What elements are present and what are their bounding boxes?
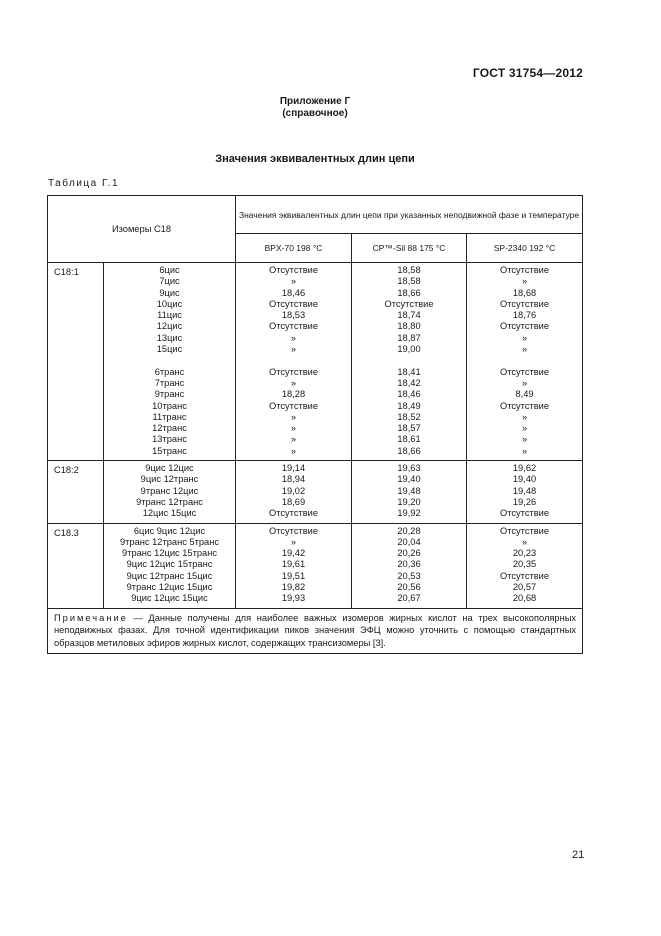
isomer-cell bbox=[104, 523, 236, 608]
value-cell bbox=[236, 263, 352, 461]
table-value: 20,68 bbox=[512, 593, 537, 604]
table-value: » bbox=[290, 434, 297, 445]
value-cell bbox=[467, 523, 583, 608]
isomer-name bbox=[104, 355, 235, 366]
table-value: 18,76 bbox=[512, 310, 537, 321]
isomer-name: 11транс bbox=[152, 411, 187, 422]
isomer-name: 9цис 12транс 15цис bbox=[126, 570, 213, 581]
table-value: 19,00 bbox=[397, 344, 421, 355]
table-value: 19,63 bbox=[397, 463, 421, 474]
table-value: 18,66 bbox=[397, 445, 421, 456]
column-header: SP-2340 192 °C bbox=[467, 234, 583, 263]
appendix-subtitle: (справочное) bbox=[282, 108, 348, 119]
table-value: Отсутствие bbox=[500, 508, 550, 519]
isomer-name: 6цис bbox=[159, 265, 180, 275]
table-value: 18,94 bbox=[281, 474, 306, 485]
table-value: » bbox=[521, 332, 528, 343]
table-value: 20,28 bbox=[397, 525, 421, 536]
isomer-name: 9транс 12цис 15цис bbox=[126, 582, 213, 593]
isomer-name: 12цис bbox=[156, 321, 183, 332]
table-value: 18,41 bbox=[397, 366, 421, 377]
table-value: 19,02 bbox=[281, 485, 306, 496]
table-value: » bbox=[290, 332, 297, 343]
table-value: 18,61 bbox=[397, 434, 421, 445]
chain-length-table bbox=[47, 195, 583, 654]
isomer-name: 9транс bbox=[154, 389, 185, 400]
table-value: 20,57 bbox=[512, 582, 537, 593]
data-table-container bbox=[47, 195, 582, 654]
group-name: С18:2 bbox=[48, 461, 104, 523]
value-cell bbox=[352, 461, 467, 523]
table-value: Отсутствие bbox=[500, 570, 550, 581]
isomer-name: 13цис bbox=[156, 332, 183, 343]
table-value bbox=[352, 355, 466, 366]
table-value: 18,69 bbox=[281, 496, 306, 507]
table-value: » bbox=[521, 434, 528, 445]
table-value: Отсутствие bbox=[500, 525, 550, 536]
isomer-name: 6транс bbox=[154, 366, 185, 377]
appendix-title: Приложение Г bbox=[279, 96, 351, 107]
value-cell bbox=[467, 461, 583, 523]
table-value: 18,87 bbox=[397, 332, 421, 343]
table-value: Отсутствие bbox=[268, 366, 319, 377]
table-value: » bbox=[290, 445, 297, 456]
table-value: 18,46 bbox=[281, 287, 306, 298]
table-value: 19,40 bbox=[512, 474, 537, 485]
table-value: 19,14 bbox=[281, 463, 306, 474]
table-value: 18,68 bbox=[512, 287, 537, 298]
table-value: 18,57 bbox=[397, 423, 421, 434]
table-value bbox=[236, 355, 351, 366]
table-value: Отсутствие bbox=[268, 298, 319, 309]
table-value: 19,61 bbox=[281, 559, 306, 570]
table-value: Отсутствие bbox=[384, 298, 434, 309]
table-value: Отсутствие bbox=[500, 400, 550, 411]
table-value: » bbox=[290, 423, 297, 434]
value-cell bbox=[467, 263, 583, 461]
table-value: 19,20 bbox=[397, 496, 421, 507]
table-group-row bbox=[48, 461, 583, 523]
table-value: » bbox=[290, 411, 297, 422]
table-value: 19,51 bbox=[281, 570, 306, 581]
table-value: 19,93 bbox=[281, 593, 306, 604]
table-value: 20,23 bbox=[512, 548, 537, 559]
page-number: 21 bbox=[572, 849, 585, 861]
table-note bbox=[48, 608, 583, 654]
isomer-name: 9цис 12цис 15цис bbox=[131, 593, 208, 604]
isomer-name: 7транс bbox=[154, 377, 185, 388]
isomer-name: 10транс bbox=[152, 400, 187, 411]
table-value: 19,82 bbox=[281, 582, 306, 593]
table-value: 18,52 bbox=[397, 411, 421, 422]
isomer-name: 11цис bbox=[157, 310, 182, 321]
table-value: 18,53 bbox=[281, 310, 306, 321]
table-value: Отсутствие bbox=[500, 366, 550, 377]
isomer-name: 7цис bbox=[159, 276, 180, 287]
isomer-name: 10цис bbox=[156, 298, 183, 309]
table-label: Таблица Г.1 bbox=[48, 178, 120, 189]
table-value: 18,58 bbox=[397, 276, 421, 287]
note-text: — Данные получены для наиболее важных изомеров жирных кислот на трех высокополярных неподвижных фазах. Для точной идентификации пиков значения ЭФЦ можно уточнить с помощью стандартных образцов метиловых эфиров жирных кислот, содержащих трансизомеры [3]. bbox=[54, 612, 577, 648]
table-group-row bbox=[48, 523, 583, 608]
isomer-name: 9цис 12цис bbox=[145, 463, 194, 474]
isomer-cell bbox=[104, 263, 236, 461]
table-value: 18,49 bbox=[397, 400, 421, 411]
isomer-name: 9транс 12транс 5транс bbox=[120, 536, 219, 547]
table-value: 20,53 bbox=[397, 570, 421, 581]
table-value: » bbox=[290, 344, 297, 355]
column-header: CP™-Sil 88 175 °C bbox=[352, 234, 467, 263]
table-value: Отсутствие bbox=[500, 321, 550, 332]
isomer-name: 9цис bbox=[159, 287, 180, 298]
table-value: » bbox=[521, 276, 528, 287]
table-value: » bbox=[290, 377, 297, 388]
table-value: 20,36 bbox=[397, 559, 421, 570]
isomer-name: 13транс bbox=[152, 434, 187, 445]
table-value: 18,58 bbox=[397, 265, 421, 275]
table-value: » bbox=[521, 536, 528, 547]
isomer-name: 9транс 12цис 15транс bbox=[122, 548, 217, 559]
isomer-name: 9транс 12транс bbox=[136, 496, 203, 507]
table-value: » bbox=[521, 411, 528, 422]
value-cell bbox=[352, 523, 467, 608]
table-value: 19,92 bbox=[397, 508, 421, 519]
table-value: 20,67 bbox=[397, 593, 421, 604]
table-value: Отсутствие bbox=[500, 265, 550, 275]
table-value: Отсутствие bbox=[268, 321, 319, 332]
table-value: » bbox=[521, 423, 528, 434]
table-value: » bbox=[521, 445, 528, 456]
table-value: 20,04 bbox=[397, 536, 421, 547]
isomer-name: 6цис 9цис 12цис bbox=[133, 525, 206, 536]
group-name: С18.3 bbox=[48, 523, 104, 608]
isomer-name: 9цис 12транс bbox=[140, 474, 199, 485]
table-value: Отсутствие bbox=[268, 400, 319, 411]
group-name: С18:1 bbox=[48, 263, 104, 461]
column-header: BPX-70 198 °C bbox=[236, 234, 352, 263]
page-title: Значения эквивалентных длин цепи bbox=[215, 153, 415, 165]
isomer-name: 9транс 12цис bbox=[140, 485, 199, 496]
table-group-row bbox=[48, 263, 583, 461]
appendix-heading bbox=[0, 96, 630, 120]
table-value: 20,35 bbox=[512, 559, 537, 570]
table-value: 19,42 bbox=[281, 548, 306, 559]
isomer-name: 15транс bbox=[152, 445, 187, 456]
table-value: 18,46 bbox=[397, 389, 421, 400]
table-value: 18,28 bbox=[281, 389, 306, 400]
table-value: 18,66 bbox=[397, 287, 421, 298]
value-cell bbox=[236, 523, 352, 608]
table-value: Отсутствие bbox=[500, 298, 550, 309]
table-value: Отсутствие bbox=[268, 525, 319, 536]
isomer-name: 15цис bbox=[156, 344, 183, 355]
table-value: » bbox=[290, 276, 297, 287]
isomer-cell bbox=[104, 461, 236, 523]
header-isomers: Изомеры С18 bbox=[48, 196, 236, 263]
table-value: 20,26 bbox=[397, 548, 421, 559]
table-value: 19,26 bbox=[512, 496, 537, 507]
note-label: Примечание bbox=[54, 612, 128, 623]
isomer-name: 12цис 15цис bbox=[142, 508, 197, 519]
standard-code: ГОСТ 31754—2012 bbox=[472, 66, 583, 80]
table-value: » bbox=[521, 377, 528, 388]
table-value: Отсутствие bbox=[268, 265, 319, 275]
table-value: 8,49 bbox=[515, 389, 534, 400]
table-value: 19,62 bbox=[512, 463, 537, 474]
table-value: 19,40 bbox=[397, 474, 421, 485]
table-value bbox=[467, 355, 582, 366]
table-value: 18,74 bbox=[397, 310, 421, 321]
value-cell bbox=[236, 461, 352, 523]
table-value: 18,42 bbox=[397, 377, 421, 388]
table-value: 19,48 bbox=[512, 485, 537, 496]
table-value: Отсутствие bbox=[268, 508, 319, 519]
header-span: Значения эквивалентных длин цепи при указанных неподвижной фазе и температуре bbox=[236, 196, 583, 234]
isomer-name: 9цис 12цис 15транс bbox=[126, 559, 213, 570]
isomer-name: 12транс bbox=[152, 423, 187, 434]
table-value: » bbox=[290, 536, 297, 547]
table-value: 19,48 bbox=[397, 485, 421, 496]
value-cell bbox=[352, 263, 467, 461]
table-value: 18,80 bbox=[397, 321, 421, 332]
table-value: » bbox=[521, 344, 528, 355]
table-value: 20,56 bbox=[397, 582, 421, 593]
